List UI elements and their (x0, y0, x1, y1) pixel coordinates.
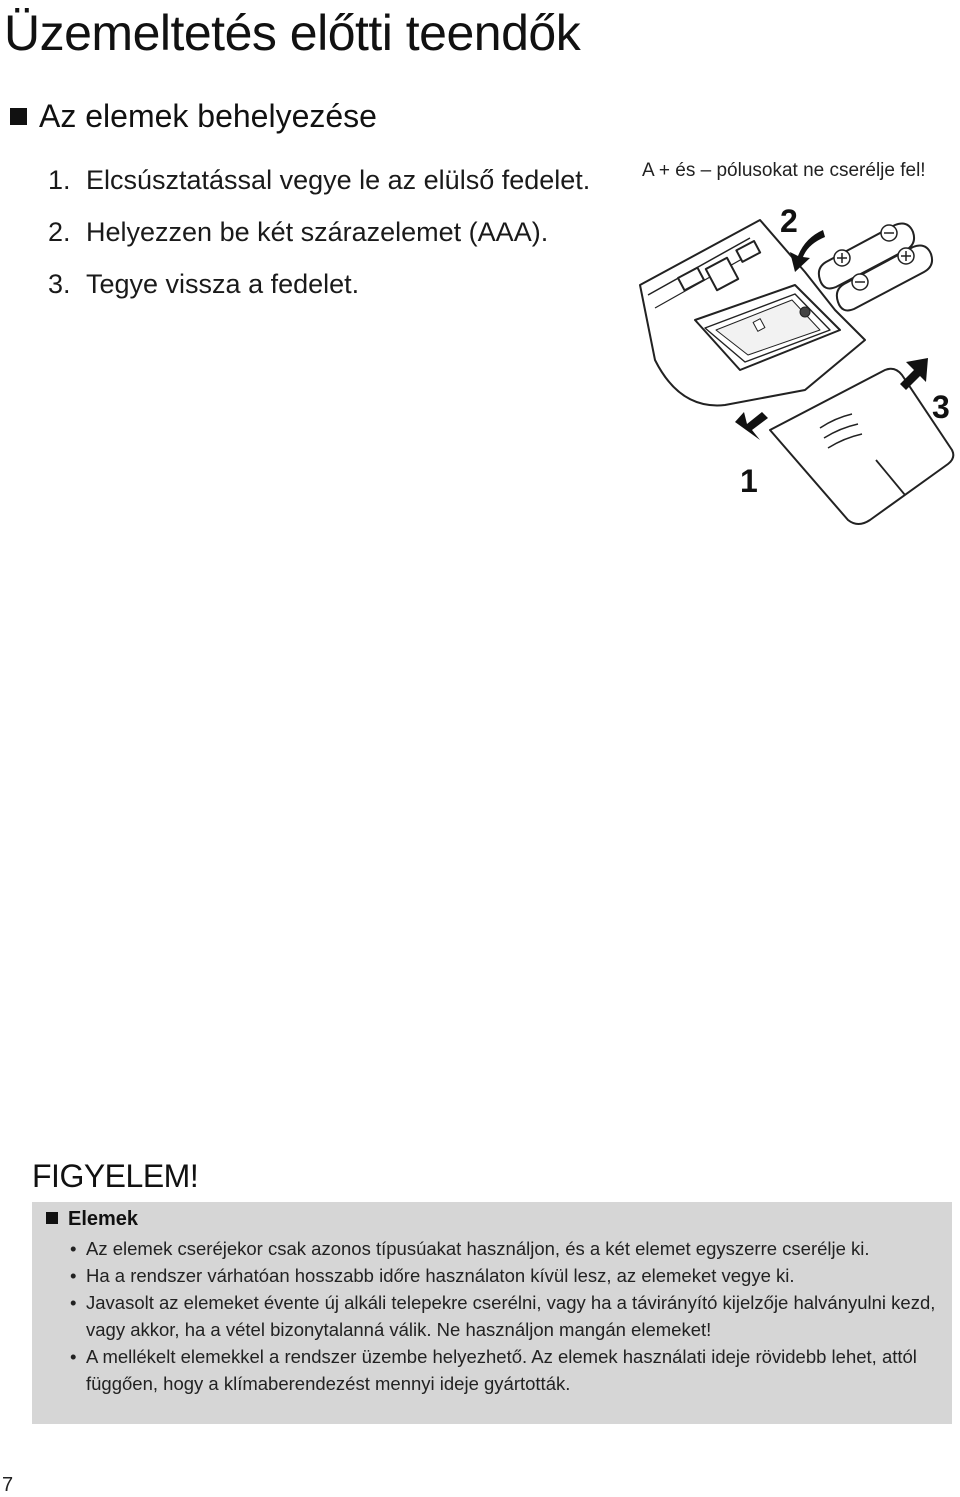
warning-list (70, 1235, 950, 1397)
warning-item: • Javasolt az elemeket évente új alkáli telepekre cserélni, vagy ha a távirányító kijelzője halványulni kezd, vagy akkor, ha a vétel bizonytalanná válik. Ne használjon mangán elemeket! (70, 1289, 950, 1343)
step-text: Tegye vissza a fedelet. (86, 269, 360, 299)
step-number: 2. (48, 217, 71, 247)
step-label-1: 1 (740, 463, 758, 499)
step-number: 1. (48, 165, 71, 195)
battery-insertion-illustration (630, 190, 960, 570)
step-item (48, 268, 608, 300)
warning-box (32, 1202, 952, 1424)
square-bullet-icon (10, 108, 27, 125)
step-item (48, 216, 608, 248)
warning-item: • A mellékelt elemekkel a rendszer üzembe helyezhető. Az elemek használati ideje rövidebb lehet, attól függően, hogy a klímaberendezést mennyi ideje gyártották. (70, 1343, 950, 1397)
page-title: Üzemeltetés előtti teendők (4, 5, 581, 61)
polarity-note: A + és – pólusokat ne cserélje fel! (642, 160, 926, 181)
step-text: Elcsúsztatással vegye le az elülső fedelet. (86, 165, 591, 195)
section-heading (10, 98, 377, 135)
warning-item: • Az elemek cseréjekor csak azonos típusúakat használjon, és a két elemet egyszerre cserélje ki. (70, 1235, 950, 1262)
warning-item: • Ha a rendszer várhatóan hosszabb időre használaton kívül lesz, az elemeket vegye ki. (70, 1262, 950, 1289)
steps-list (48, 164, 608, 320)
page-number: 7 (2, 1474, 14, 1496)
warning-box-heading (46, 1208, 138, 1231)
warning-title: FIGYELEM! (32, 1158, 199, 1194)
step-label-2: 2 (780, 203, 798, 239)
remote-control-icon (640, 220, 865, 405)
section-heading-text: Az elemek behelyezése (39, 98, 377, 134)
battery-icon (819, 224, 932, 311)
step-number: 3. (48, 269, 71, 299)
step-text: Helyezzen be két szárazelemet (AAA). (86, 217, 549, 247)
step-item (48, 164, 608, 196)
step-label-3: 3 (932, 389, 950, 425)
square-bullet-icon (46, 1212, 58, 1224)
warning-box-heading-text: Elemek (68, 1208, 139, 1230)
